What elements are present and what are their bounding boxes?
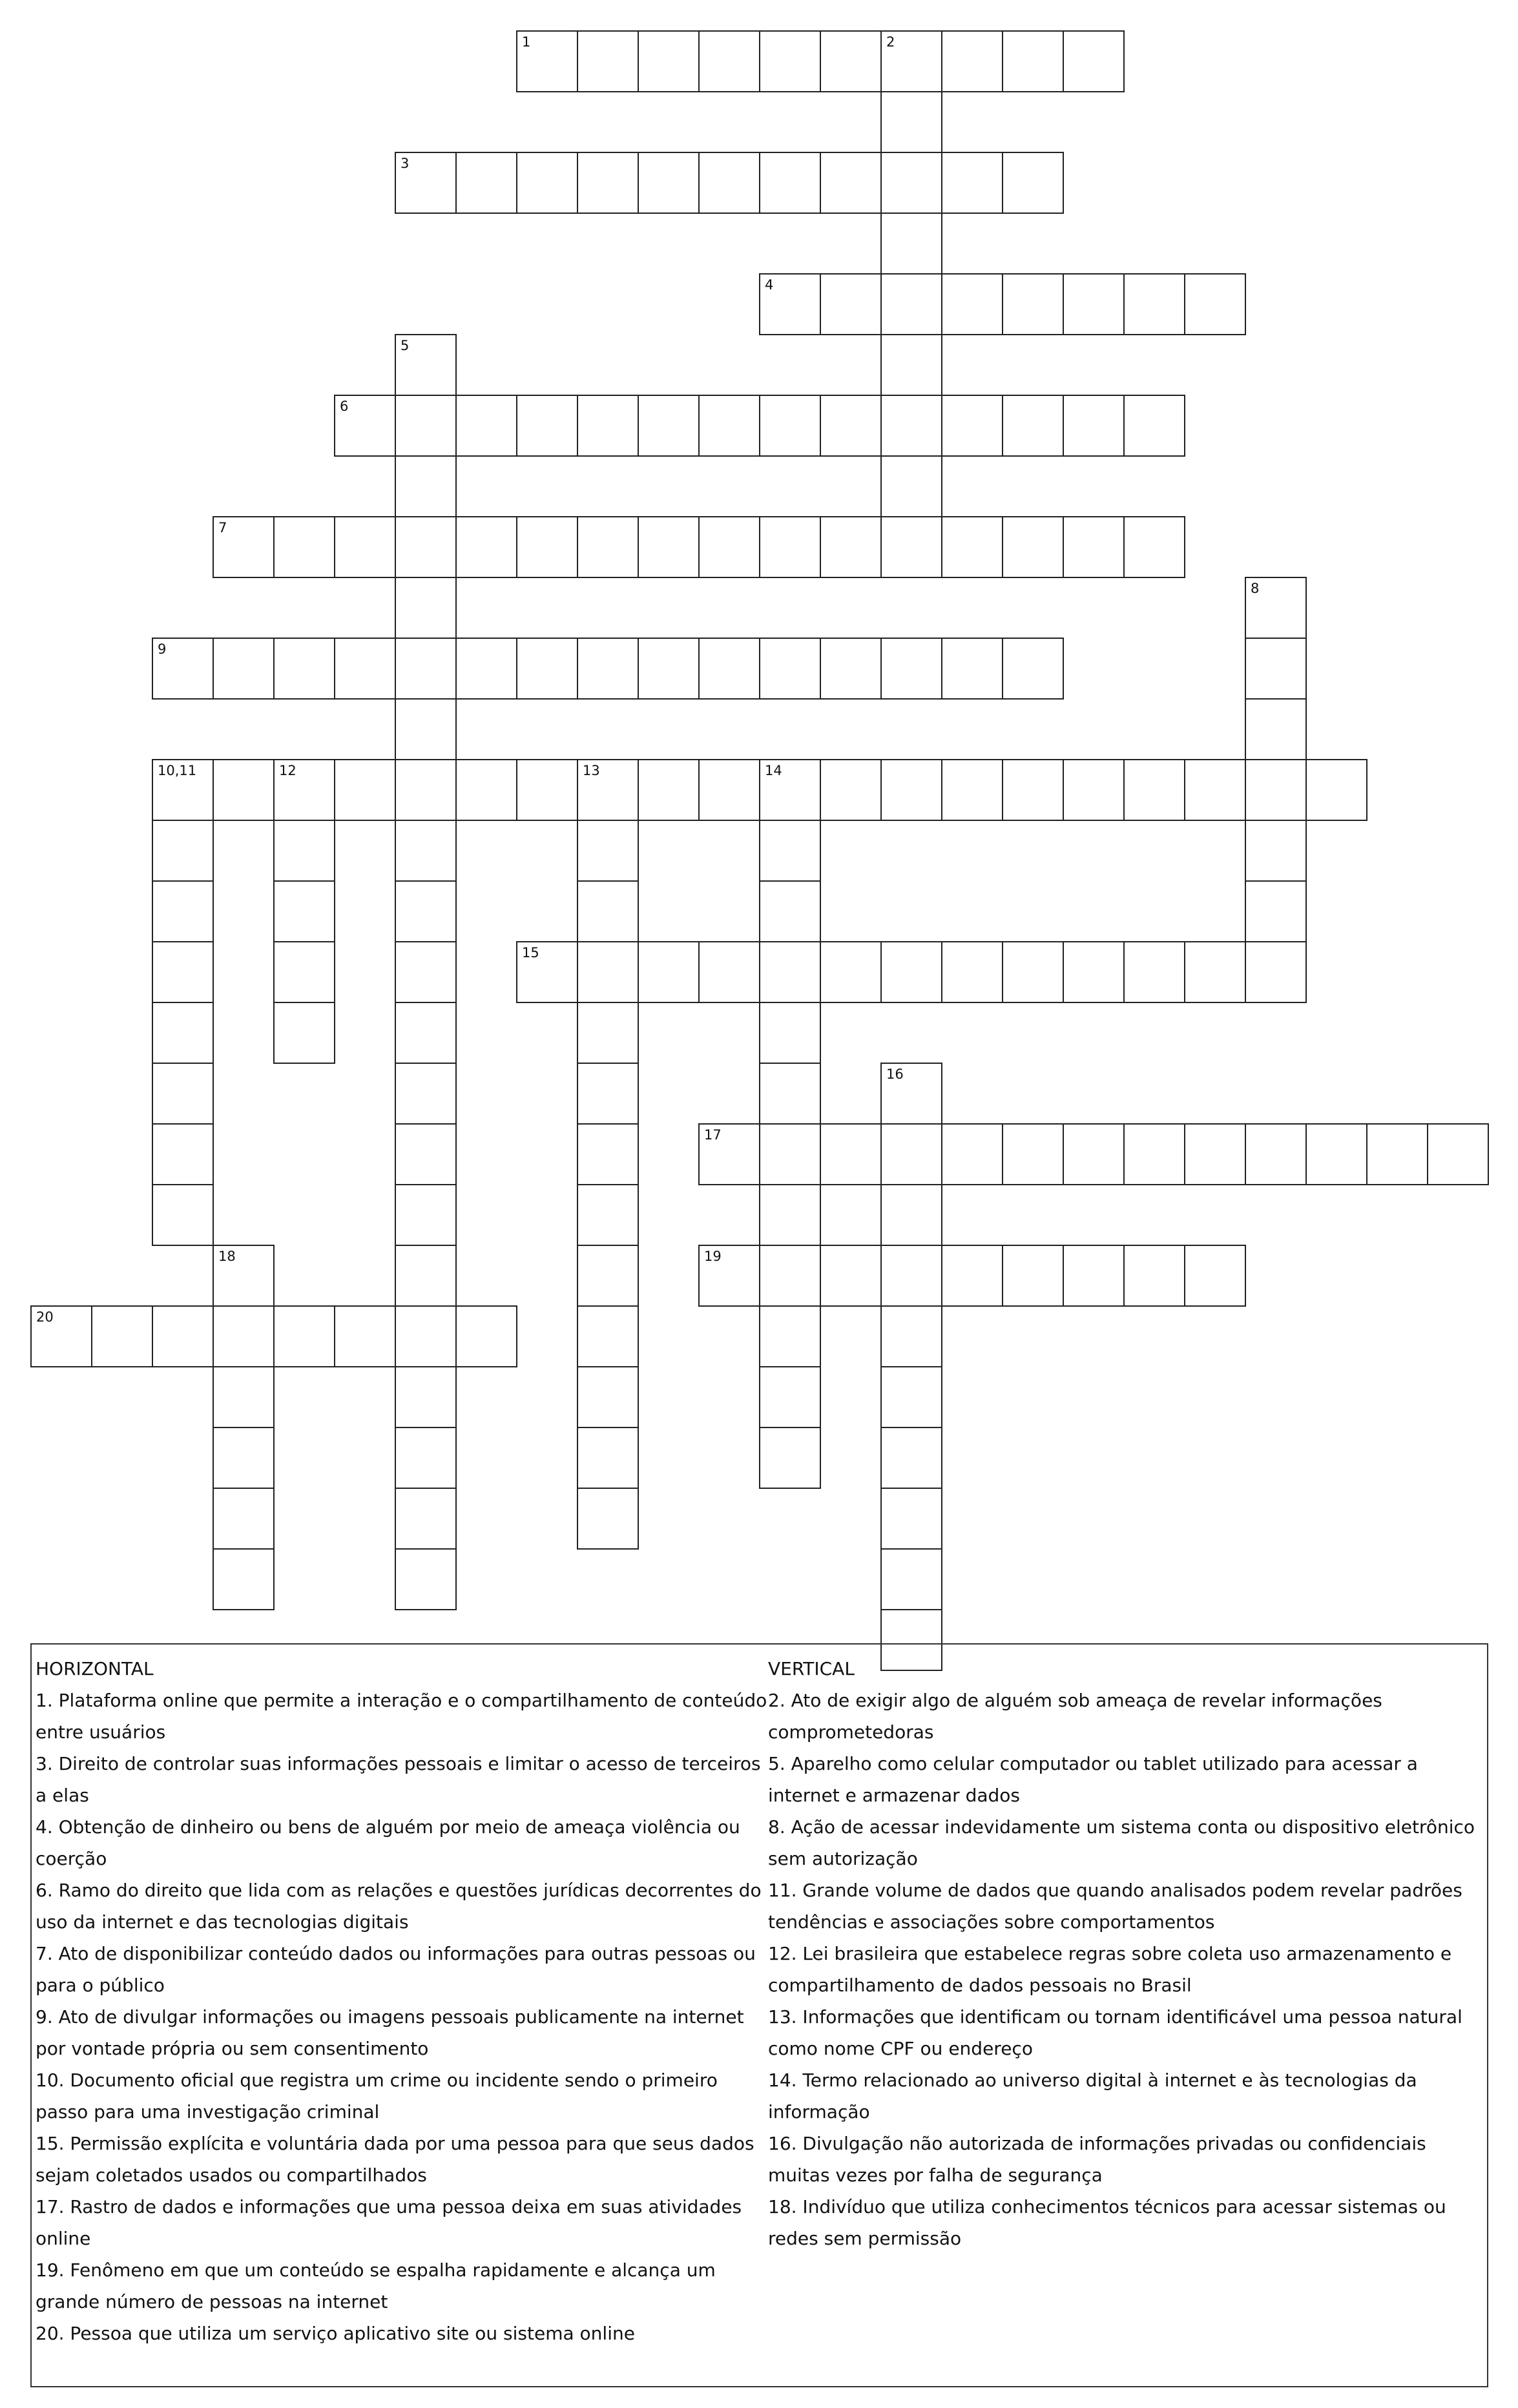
grid-cell[interactable] (1002, 759, 1064, 821)
grid-cell[interactable] (1245, 638, 1307, 700)
grid-cell[interactable] (455, 638, 517, 700)
grid-cell[interactable] (577, 1063, 639, 1125)
grid-cell[interactable] (395, 334, 457, 396)
grid-cell[interactable] (334, 395, 396, 457)
grid-cell[interactable] (395, 638, 457, 700)
grid-cell[interactable] (273, 638, 335, 700)
grid-cell[interactable] (1184, 759, 1246, 821)
clues-panel (30, 1643, 1488, 2387)
clue-across-6: 6. Ramo do direito que lida com as relações e questões jurídicas decorrentes do uso da internet e das tecnologias digitais (36, 1880, 762, 1933)
clue-down-5: 5. Aparelho como celular computador ou tablet utilizado para acessar a internet e armazenar dados (768, 1753, 1418, 1806)
grid-cell[interactable] (698, 516, 760, 578)
grid-cell[interactable] (880, 334, 942, 396)
grid-cell[interactable] (880, 273, 942, 335)
grid-cell[interactable] (1123, 1123, 1185, 1185)
grid-cell[interactable] (698, 638, 760, 700)
grid-cell[interactable] (698, 30, 760, 92)
grid-cell[interactable] (880, 1063, 942, 1125)
grid-cell[interactable] (759, 1123, 821, 1185)
grid-cell[interactable] (941, 1123, 1003, 1185)
grid-cell[interactable] (1063, 941, 1125, 1003)
grid-cell[interactable] (152, 1123, 214, 1185)
grid-cell[interactable] (152, 1002, 214, 1064)
grid-cell[interactable] (577, 759, 639, 821)
grid-cell[interactable] (880, 1184, 942, 1246)
grid-cell[interactable] (395, 1123, 457, 1185)
grid-cell[interactable] (759, 1184, 821, 1246)
grid-cell[interactable] (759, 880, 821, 942)
grid-cell[interactable] (152, 880, 214, 942)
grid-cell[interactable] (152, 759, 214, 821)
grid-cell[interactable] (213, 759, 275, 821)
grid-cell[interactable] (1002, 941, 1064, 1003)
vertical-clues (768, 1654, 1485, 2254)
grid-cell[interactable] (698, 152, 760, 214)
grid-cell[interactable] (577, 880, 639, 942)
clue-number: 13 (583, 763, 600, 778)
clue-across-7: 7. Ato de disponibilizar conteúdo dados ou informações para outras pessoas ou para o público (36, 1943, 756, 1996)
grid-cell[interactable] (273, 820, 335, 882)
grid-cell[interactable] (880, 1548, 942, 1610)
grid-cell[interactable] (516, 30, 578, 92)
clue-down-16: 16. Divulgação não autorizada de informações privadas ou confidenciais muitas vezes por falha de segurança (768, 2133, 1426, 2186)
grid-cell[interactable] (1305, 1123, 1367, 1185)
grid-cell[interactable] (880, 91, 942, 153)
grid-cell[interactable] (880, 1427, 942, 1489)
grid-cell[interactable] (1245, 698, 1307, 760)
grid-cell[interactable] (1184, 273, 1246, 335)
horizontal-title: HORIZONTAL (36, 1658, 154, 1679)
grid-cell[interactable] (1002, 273, 1064, 335)
grid-cell[interactable] (820, 152, 882, 214)
grid-cell[interactable] (941, 638, 1003, 700)
grid-cell[interactable] (638, 395, 700, 457)
clue-across-15: 15. Permissão explícita e voluntária dada por uma pessoa para que seus dados sejam coletados usados ou compartilhados (36, 2133, 754, 2186)
grid-cell[interactable] (516, 516, 578, 578)
grid-cell[interactable] (759, 1002, 821, 1064)
grid-cell[interactable] (395, 1002, 457, 1064)
grid-cell[interactable] (1184, 1123, 1246, 1185)
grid-cell[interactable] (395, 455, 457, 517)
grid-cell[interactable] (577, 30, 639, 92)
grid-cell[interactable] (1063, 759, 1125, 821)
grid-cell[interactable] (213, 1366, 275, 1428)
grid-cell[interactable] (273, 516, 335, 578)
clue-down-18: 18. Indivíduo que utiliza conhecimentos técnicos para acessar sistemas ou redes sem permissão (768, 2196, 1446, 2249)
grid-cell[interactable] (577, 941, 639, 1003)
grid-cell[interactable] (455, 395, 517, 457)
grid-cell[interactable] (152, 820, 214, 882)
grid-cell[interactable] (91, 1305, 153, 1367)
grid-cell[interactable] (213, 1305, 275, 1367)
clue-across-9: 9. Ato de divulgar informações ou imagens pessoais publicamente na internet por vontade própria ou sem consentimento (36, 2006, 744, 2059)
clue-across-10: 10. Documento oficial que registra um crime ou incidente sendo o primeiro passo para uma investigação criminal (36, 2070, 718, 2123)
grid-cell[interactable] (880, 455, 942, 517)
grid-cell[interactable] (759, 1305, 821, 1367)
grid-cell[interactable] (638, 30, 700, 92)
grid-cell[interactable] (941, 395, 1003, 457)
grid-cell[interactable] (820, 395, 882, 457)
grid-cell[interactable] (1002, 516, 1064, 578)
grid-cell[interactable] (1063, 395, 1125, 457)
grid-cell[interactable] (213, 1488, 275, 1550)
grid-cell[interactable] (941, 152, 1003, 214)
clue-across-17: 17. Rastro de dados e informações que uma pessoa deixa em suas atividades online (36, 2196, 742, 2249)
grid-cell[interactable] (213, 1245, 275, 1307)
grid-cell[interactable] (395, 1063, 457, 1125)
grid-cell[interactable] (577, 1305, 639, 1367)
grid-cell[interactable] (759, 1427, 821, 1489)
grid-cell[interactable] (1123, 395, 1185, 457)
clue-number: 17 (704, 1127, 722, 1143)
clue-number: 7 (218, 520, 227, 535)
grid-cell[interactable] (395, 1366, 457, 1428)
clue-number: 10,11 (158, 763, 197, 778)
grid-cell[interactable] (759, 516, 821, 578)
clue-number: 18 (218, 1249, 236, 1264)
grid-cell[interactable] (577, 1427, 639, 1489)
grid-cell[interactable] (334, 1305, 396, 1367)
grid-cell[interactable] (395, 516, 457, 578)
clue-number: 2 (886, 34, 895, 50)
horizontal-clues (36, 1654, 769, 2349)
grid-cell[interactable] (577, 1488, 639, 1550)
grid-cell[interactable] (638, 638, 700, 700)
grid-cell[interactable] (820, 941, 882, 1003)
grid-cell[interactable] (759, 820, 821, 882)
grid-cell[interactable] (759, 395, 821, 457)
clue-down-12: 12. Lei brasileira que estabelece regras sobre coleta uso armazenamento e compartilhamento de dados pessoais no Brasil (768, 1943, 1452, 1996)
clue-number: 15 (522, 945, 539, 960)
grid-cell[interactable] (273, 759, 335, 821)
grid-cell[interactable] (941, 516, 1003, 578)
grid-cell[interactable] (820, 30, 882, 92)
grid-cell[interactable] (1245, 759, 1307, 821)
grid-cell[interactable] (759, 273, 821, 335)
grid-cell[interactable] (698, 395, 760, 457)
clue-across-3: 3. Direito de controlar suas informações pessoais e limitar o acesso de terceiros a elas (36, 1753, 761, 1806)
clue-across-1: 1. Plataforma online que permite a interação e o compartilhamento de conteúdo entre usuários (36, 1690, 767, 1743)
grid-cell[interactable] (455, 1305, 517, 1367)
grid-cell[interactable] (759, 30, 821, 92)
grid-cell[interactable] (577, 1184, 639, 1246)
grid-cell[interactable] (880, 1488, 942, 1550)
grid-cell[interactable] (455, 516, 517, 578)
grid-cell[interactable] (395, 698, 457, 760)
grid-cell[interactable] (759, 1245, 821, 1307)
grid-cell[interactable] (577, 152, 639, 214)
grid-cell[interactable] (273, 1305, 335, 1367)
grid-cell[interactable] (577, 638, 639, 700)
grid-cell[interactable] (577, 1002, 639, 1064)
grid-cell[interactable] (395, 759, 457, 821)
grid-cell[interactable] (395, 1427, 457, 1489)
vertical-title: VERTICAL (768, 1658, 855, 1679)
grid-cell[interactable] (273, 880, 335, 942)
grid-cell[interactable] (516, 941, 578, 1003)
grid-cell[interactable] (759, 1366, 821, 1428)
grid-cell[interactable] (1063, 30, 1125, 92)
grid-cell[interactable] (698, 759, 760, 821)
grid-cell[interactable] (880, 395, 942, 457)
grid-cell[interactable] (1123, 759, 1185, 821)
grid-cell[interactable] (516, 395, 578, 457)
grid-cell[interactable] (395, 1488, 457, 1550)
grid-cell[interactable] (152, 638, 214, 700)
clue-down-14: 14. Termo relacionado ao universo digital à internet e às tecnologias da informação (768, 2070, 1417, 2123)
grid-cell[interactable] (1002, 1123, 1064, 1185)
grid-cell[interactable] (638, 152, 700, 214)
grid-cell[interactable] (334, 759, 396, 821)
grid-cell[interactable] (395, 1548, 457, 1610)
grid-cell[interactable] (1366, 1123, 1428, 1185)
grid-cell[interactable] (1063, 1245, 1125, 1307)
grid-cell[interactable] (152, 1184, 214, 1246)
grid-cell[interactable] (759, 638, 821, 700)
grid-cell[interactable] (1002, 1245, 1064, 1307)
grid-cell[interactable] (941, 941, 1003, 1003)
grid-cell[interactable] (1063, 1123, 1125, 1185)
grid-cell[interactable] (880, 1245, 942, 1307)
clue-number: 9 (158, 641, 167, 657)
grid-cell[interactable] (1245, 941, 1307, 1003)
grid-cell[interactable] (455, 152, 517, 214)
clue-number: 20 (36, 1309, 54, 1325)
grid-cell[interactable] (638, 516, 700, 578)
grid-cell[interactable] (880, 941, 942, 1003)
grid-cell[interactable] (941, 759, 1003, 821)
grid-cell[interactable] (1184, 1245, 1246, 1307)
clue-down-2: 2. Ato de exigir algo de alguém sob ameaça de revelar informações comprometedoras (768, 1690, 1382, 1743)
grid-cell[interactable] (577, 1245, 639, 1307)
grid-cell[interactable] (759, 759, 821, 821)
grid-cell[interactable] (1245, 820, 1307, 882)
grid-cell[interactable] (273, 941, 335, 1003)
clue-down-8: 8. Ação de acessar indevidamente um sistema conta ou dispositivo eletrônico sem autorização (768, 1816, 1475, 1869)
grid-cell[interactable] (880, 759, 942, 821)
grid-cell[interactable] (759, 941, 821, 1003)
grid-cell[interactable] (941, 30, 1003, 92)
clue-number: 4 (765, 277, 774, 293)
grid-cell[interactable] (395, 152, 457, 214)
grid-cell[interactable] (820, 1245, 882, 1307)
grid-cell[interactable] (1305, 759, 1367, 821)
clue-number: 1 (522, 34, 531, 50)
grid-cell[interactable] (516, 638, 578, 700)
grid-cell[interactable] (577, 395, 639, 457)
grid-cell[interactable] (152, 1305, 214, 1367)
grid-cell[interactable] (820, 759, 882, 821)
grid-cell[interactable] (516, 152, 578, 214)
grid-cell[interactable] (577, 1366, 639, 1428)
grid-cell[interactable] (880, 1305, 942, 1367)
grid-cell[interactable] (213, 638, 275, 700)
grid-cell[interactable] (820, 638, 882, 700)
clue-across-4: 4. Obtenção de dinheiro ou bens de alguém por meio de ameaça violência ou coerção (36, 1816, 740, 1869)
grid-cell[interactable] (395, 820, 457, 882)
clue-number: 16 (886, 1066, 904, 1082)
grid-cell[interactable] (1002, 30, 1064, 92)
clue-across-19: 19. Fenômeno em que um conteúdo se espalha rapidamente e alcança um grande número de pessoas na internet (36, 2259, 716, 2312)
grid-cell[interactable] (638, 759, 700, 821)
grid-cell[interactable] (1245, 1123, 1307, 1185)
grid-cell[interactable] (152, 1063, 214, 1125)
grid-cell[interactable] (1123, 273, 1185, 335)
grid-cell[interactable] (516, 759, 578, 821)
grid-cell[interactable] (395, 941, 457, 1003)
grid-cell[interactable] (1184, 941, 1246, 1003)
grid-cell[interactable] (880, 1123, 942, 1185)
grid-cell[interactable] (698, 1245, 760, 1307)
grid-cell[interactable] (213, 516, 275, 578)
grid-cell[interactable] (880, 1366, 942, 1428)
grid-cell[interactable] (638, 941, 700, 1003)
grid-cell[interactable] (698, 1123, 760, 1185)
clue-number: 3 (400, 156, 410, 171)
grid-cell[interactable] (941, 273, 1003, 335)
grid-cell[interactable] (759, 1063, 821, 1125)
grid-cell[interactable] (880, 516, 942, 578)
grid-cell[interactable] (1245, 577, 1307, 639)
clue-number: 8 (1251, 581, 1260, 596)
grid-cell[interactable] (1002, 152, 1064, 214)
grid-cell[interactable] (1002, 638, 1064, 700)
grid-cell[interactable] (880, 152, 942, 214)
clue-down-11: 11. Grande volume de dados que quando analisados podem revelar padrões tendências e associações sobre comportamentos (768, 1880, 1462, 1933)
grid-cell[interactable] (395, 1184, 457, 1246)
grid-cell[interactable] (30, 1305, 92, 1367)
clue-number: 14 (765, 763, 782, 778)
grid-cell[interactable] (395, 1305, 457, 1367)
grid-cell[interactable] (698, 941, 760, 1003)
grid-cell[interactable] (820, 1123, 882, 1185)
grid-cell[interactable] (880, 213, 942, 275)
grid-cell[interactable] (941, 1245, 1003, 1307)
grid-cell[interactable] (395, 577, 457, 639)
grid-cell[interactable] (395, 1245, 457, 1307)
grid-cell[interactable] (880, 30, 942, 92)
grid-cell[interactable] (334, 516, 396, 578)
grid-cell[interactable] (1063, 273, 1125, 335)
grid-cell[interactable] (1123, 941, 1185, 1003)
grid-cell[interactable] (577, 820, 639, 882)
clue-across-20: 20. Pessoa que utiliza um serviço aplicativo site ou sistema online (36, 2323, 635, 2344)
grid-cell[interactable] (759, 152, 821, 214)
grid-cell[interactable] (152, 941, 214, 1003)
clue-number: 6 (340, 399, 349, 414)
grid-cell[interactable] (1427, 1123, 1489, 1185)
grid-cell[interactable] (820, 516, 882, 578)
clue-down-13: 13. Informações que identificam ou tornam identificável uma pessoa natural como nome CPF ou endereço (768, 2006, 1462, 2059)
grid-cell[interactable] (334, 638, 396, 700)
grid-cell[interactable] (395, 880, 457, 942)
grid-cell[interactable] (1245, 880, 1307, 942)
grid-cell[interactable] (577, 516, 639, 578)
grid-cell[interactable] (213, 1427, 275, 1489)
grid-cell[interactable] (820, 273, 882, 335)
grid-cell[interactable] (1063, 516, 1125, 578)
grid-cell[interactable] (1123, 1245, 1185, 1307)
clue-number: 5 (400, 338, 410, 353)
grid-cell[interactable] (213, 1548, 275, 1610)
clue-number: 12 (279, 763, 296, 778)
grid-cell[interactable] (395, 395, 457, 457)
grid-cell[interactable] (455, 759, 517, 821)
grid-cell[interactable] (273, 1002, 335, 1064)
grid-cell[interactable] (1002, 395, 1064, 457)
clue-number: 19 (704, 1249, 722, 1264)
grid-cell[interactable] (577, 1123, 639, 1185)
grid-cell[interactable] (1123, 516, 1185, 578)
grid-cell[interactable] (880, 638, 942, 700)
